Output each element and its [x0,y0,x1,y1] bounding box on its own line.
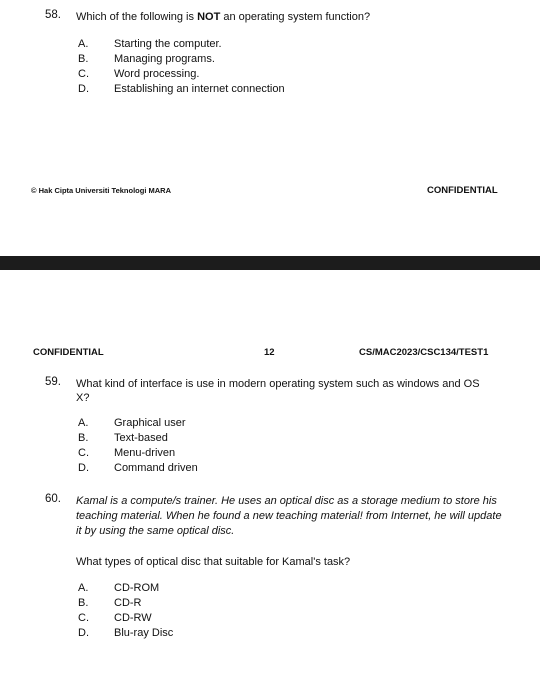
option-text: Managing programs. [114,53,215,65]
question-text [76,10,370,25]
question-text-part: an operating system function? [220,11,371,23]
option-text: Word processing. [114,68,200,80]
question-text-part: Which of the following is [76,11,198,23]
question-text: What types of optical disc that suitable for Kamal's task? [76,556,351,568]
page-number: 12 [264,347,275,358]
option-letter: D. [78,83,89,95]
option-letter: B. [78,53,89,65]
option-letter: D. [78,627,89,639]
option-text: CD-R [114,597,142,609]
option-text: Graphical user [114,417,186,429]
option-text: Establishing an internet connection [114,83,285,95]
question-scenario: it by using the same optical disc. [76,525,235,537]
course-code: CS/MAC2023/CSC134/TEST1 [359,347,489,358]
option-text: Starting the computer. [114,38,222,50]
option-text: CD-ROM [114,582,160,594]
question-text: X? [76,392,90,404]
option-letter: A. [78,417,89,429]
option-letter: C. [78,68,89,80]
option-text: Blu-ray Disc [114,627,174,639]
question-number: 58. [45,9,61,21]
option-letter: B. [78,597,89,609]
option-letter: C. [78,612,89,624]
footer-confidential: CONFIDENTIAL [427,185,498,196]
option-text: Menu-driven [114,447,176,459]
question-emphasis: NOT [197,11,221,23]
option-text: CD-RW [114,612,152,624]
header-confidential: CONFIDENTIAL [33,347,104,358]
option-text: Command driven [114,462,198,474]
option-letter: A. [78,582,89,594]
question-text: What kind of interface is use in modern operating system such as windows and OS [76,378,480,390]
option-letter: D. [78,462,89,474]
option-letter: C. [78,447,89,459]
question-number: 60. [45,493,61,505]
option-letter: B. [78,432,89,444]
question-scenario: Kamal is a compute/s trainer. He uses an optical disc as a storage medium to store his [76,495,497,507]
copyright-notice: © Hak Cipta Universiti Teknologi MARA [31,186,171,195]
question-scenario: teaching material. When he found a new teaching material! from Internet, he will update [76,510,502,522]
option-text: Text-based [114,432,168,444]
page-break-bar [0,256,540,270]
question-number: 59. [45,376,61,388]
option-letter: A. [78,38,89,50]
